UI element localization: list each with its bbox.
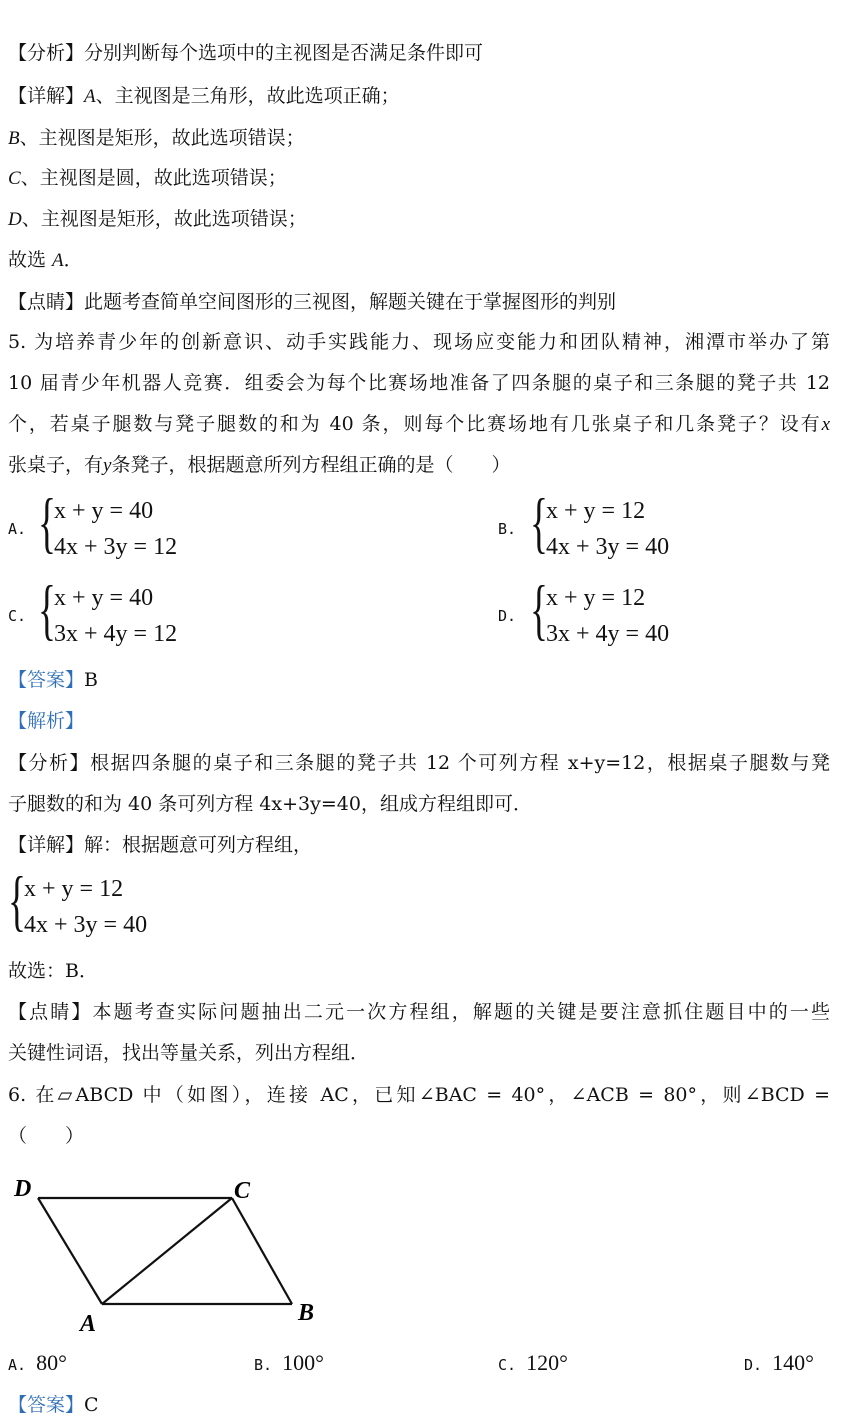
detail-line-d: D、主视图是矩形，故此选项错误；	[8, 208, 307, 230]
q5-option-a-eq1: x + y = 40	[54, 498, 154, 524]
q6-option-c[interactable]: C. 120°	[498, 1350, 568, 1375]
q5-line-4: 张桌子，有y条凳子，根据题意所列方程组正确的是（ ）	[8, 454, 511, 476]
vertex-label-b: B	[298, 1300, 315, 1326]
q6-line-1: 6. 在▱ABCD 中（如图），连接 AC，已知∠BAC = 40°，∠ACB = 80°，则∠BCD =	[8, 1084, 830, 1106]
q5-option-d-eq2: 3x + 4y = 40	[546, 621, 670, 647]
parallelogram-figure	[10, 1168, 340, 1343]
q5-option-a-label[interactable]: A.	[8, 520, 27, 538]
q5-analysis-tag: 【解析】	[8, 710, 85, 732]
vertex-label-a: A	[80, 1311, 97, 1337]
detail-line-a: 【详解】A、主视图是三角形，故此选项正确；	[8, 85, 400, 107]
q6-line-2: （ ）	[8, 1125, 85, 1147]
q5-xiangjie: 【详解】解：根据题意可列方程组，	[8, 834, 313, 856]
q5-option-b-system[interactable]: { x + y = 12 4x + 3y = 40	[530, 484, 670, 560]
q5-dianjing-1: 【点睛】本题考查实际问题抽出二元一次方程组，解题的关键是要注意抓住题目中的一些	[8, 1001, 830, 1023]
q5-option-b-label[interactable]: B.	[498, 520, 517, 538]
summary-line: 【点睛】此题考查简单空间图形的三视图，解题关键在于掌握图形的判别	[8, 291, 617, 313]
q5-line-1: 5. 为培养青少年的创新意识、动手实践能力、现场应变能力和团队精神，湘潭市举办了第	[8, 331, 830, 353]
vertex-label-d: D	[14, 1176, 32, 1202]
q5-solution-system: { x + y = 12 4x + 3y = 40	[8, 862, 148, 938]
q5-fenxi-1: 【分析】根据四条腿的桌子和三条腿的凳子共 12 个可列方程 x+y=12，根据桌子腿数与凳	[8, 752, 830, 774]
q5-option-a-system[interactable]: { x + y = 40 4x + 3y = 12	[38, 484, 178, 560]
q6-answer: 【答案】C	[8, 1394, 99, 1416]
q5-option-b-eq1: x + y = 12	[546, 498, 646, 524]
q5-line-2: 10 届青少年机器人竞赛．组委会为每个比赛场地准备了四条腿的桌子和三条腿的凳子共 12	[8, 372, 830, 394]
detail-line-c: C、主视图是圆，故此选项错误；	[8, 167, 287, 189]
q5-option-d-system[interactable]: { x + y = 12 3x + 4y = 40	[530, 571, 670, 647]
q5-option-d-label[interactable]: D.	[498, 607, 517, 625]
q5-answer: 【答案】B	[8, 669, 98, 691]
vertex-label-c: C	[234, 1178, 251, 1204]
q5-option-a-eq2: 4x + 3y = 12	[54, 534, 178, 560]
q6-option-b[interactable]: B. 100°	[254, 1350, 324, 1375]
q5-line-3: 个，若桌子腿数与凳子腿数的和为 40 条，则每个比赛场地有几张桌子和几条凳子？设有x	[8, 413, 830, 435]
detail-line-b: B、主视图是矩形，故此选项错误；	[8, 127, 305, 149]
choose-line: 故选 A．	[8, 249, 83, 271]
q6-option-d[interactable]: D. 140°	[744, 1350, 814, 1375]
analysis-line: 【分析】分别判断每个选项中的主视图是否满足条件即可	[8, 42, 484, 64]
q5-option-c-eq2: 3x + 4y = 12	[54, 621, 178, 647]
q5-option-c-eq1: x + y = 40	[54, 585, 154, 611]
q6-option-a[interactable]: A. 80°	[8, 1350, 67, 1375]
q5-fenxi-2: 子腿数的和为 40 条可列方程 4x+3y=40，组成方程组即可．	[8, 793, 532, 815]
q5-option-b-eq2: 4x + 3y = 40	[546, 534, 670, 560]
q5-option-c-label[interactable]: C.	[8, 607, 27, 625]
q5-solution-eq2: 4x + 3y = 40	[24, 912, 148, 938]
q5-option-c-system[interactable]: { x + y = 40 3x + 4y = 12	[38, 571, 178, 647]
q5-choose: 故选：B．	[8, 960, 98, 982]
q5-dianjing-2: 关键性词语，找出等量关系，列出方程组．	[8, 1042, 370, 1064]
q5-solution-eq1: x + y = 12	[24, 876, 124, 902]
q5-option-d-eq1: x + y = 12	[546, 585, 646, 611]
